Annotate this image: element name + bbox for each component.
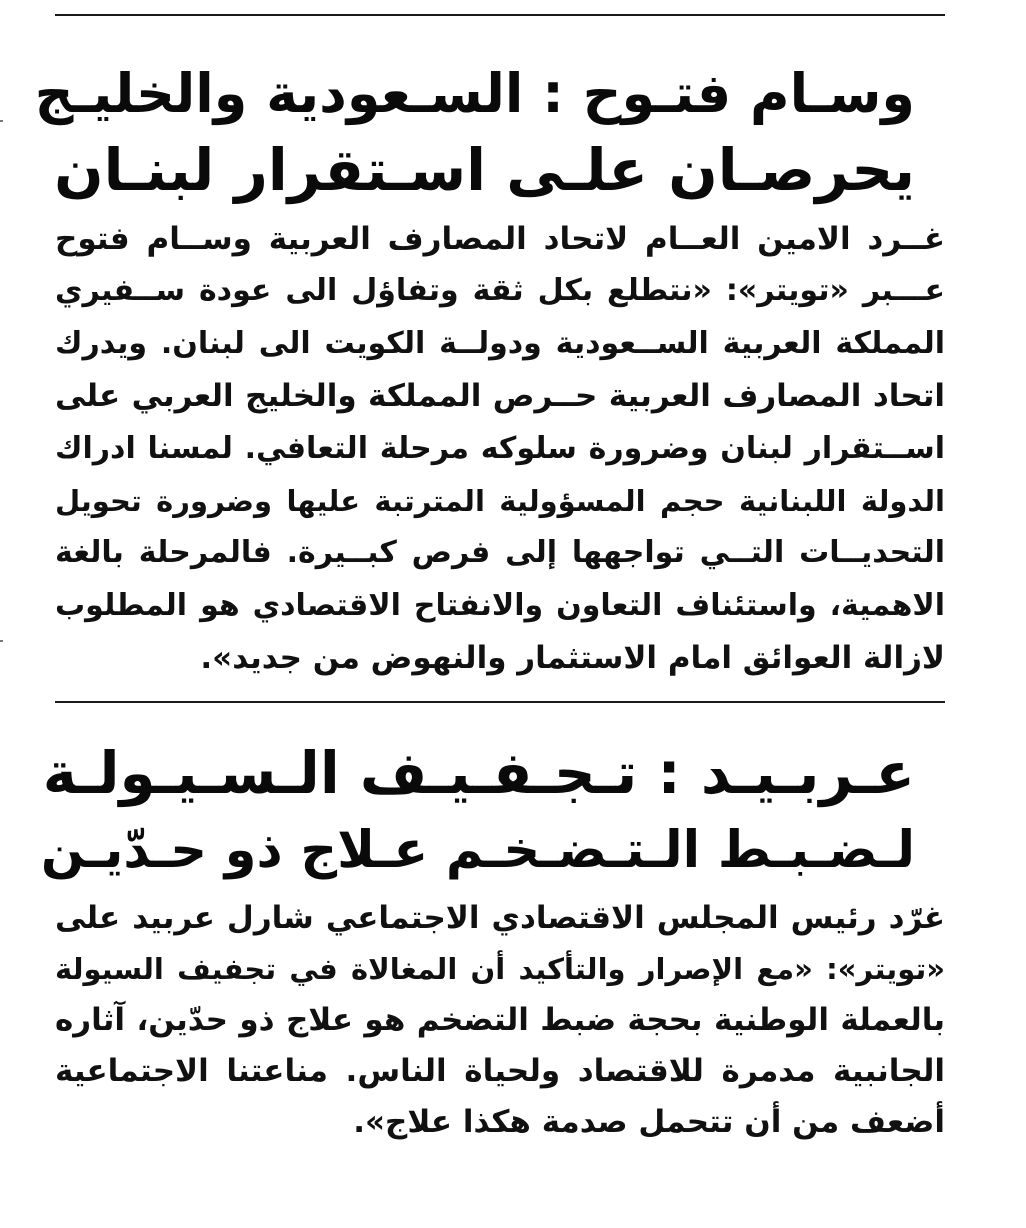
article-headline <box>34 55 945 209</box>
body-line: غرّد رئيس المجلس الاقتصادي الاجتماعي شارل عربيد على <box>55 900 945 936</box>
article-arbid <box>40 735 945 1148</box>
top-divider <box>55 14 945 16</box>
article-body <box>55 893 945 1148</box>
body-line: الدولة اللبنانية حجم المسؤولية المترتبة عليها وضرورة تحويل <box>55 484 945 519</box>
headline-line: وسـام فتـوح : السـعودية والخليـج <box>34 62 915 125</box>
scan-edge-mark <box>0 640 3 642</box>
body-line: لازالة العوائق امام الاستثمار والنهوض من جديد». <box>200 640 945 677</box>
headline-line: لـضـبـط الـتـضـخـم عـلاج ذو حـدّيـن <box>40 821 915 880</box>
body-line: اتحاد المصارف العربية حــرص المملكة والخليج العربي على <box>55 378 945 415</box>
body-line: عـــبر «تويتر»: «نتطلع بكل ثقة وتفاؤل الى عودة ســفيري <box>55 273 945 309</box>
scan-edge-mark <box>0 120 3 122</box>
body-line: المملكة العربية الســعودية ودولــة الكويت الى لبنان. ويدرك <box>55 325 945 361</box>
headline-line: يحرصـان علـى اسـتقرار لبنـان <box>54 136 915 204</box>
body-line: الاهمية، واستئناف التعاون والانفتاح الاقتصادي هو المطلوب <box>55 587 945 623</box>
article-headline <box>40 735 945 889</box>
body-line: «تويتر»: «مع الإصرار والتأكيد أن المغالاة في تجفيف السيولة <box>55 952 945 986</box>
headline-line: عـربـيـد : تـجـفـيـف الـسـيـولـة <box>42 739 915 807</box>
article-body <box>55 213 945 685</box>
body-line: التحديــات التــي تواجهها إلى فرص كبــيرة. فالمرحلة بالغة <box>55 535 945 571</box>
body-line: أضعف من أن تتحمل صدمة هكذا علاج». <box>353 1104 945 1140</box>
body-line: اســتقرار لبنان وضرورة سلوكه مرحلة التعافي. لمسنا ادراك <box>55 430 945 466</box>
article-fattouh <box>34 55 945 685</box>
body-line: الجانبية مدمرة للاقتصاد ولحياة الناس. مناعتنا الاجتماعية <box>55 1053 945 1089</box>
body-line: غــرد الامين العــام لاتحاد المصارف العربية وســام فتوح <box>55 221 945 257</box>
body-line: بالعملة الوطنية بحجة ضبط التضخم هو علاج ذو حدّين، آثاره <box>55 1002 945 1038</box>
section-divider <box>55 701 945 703</box>
